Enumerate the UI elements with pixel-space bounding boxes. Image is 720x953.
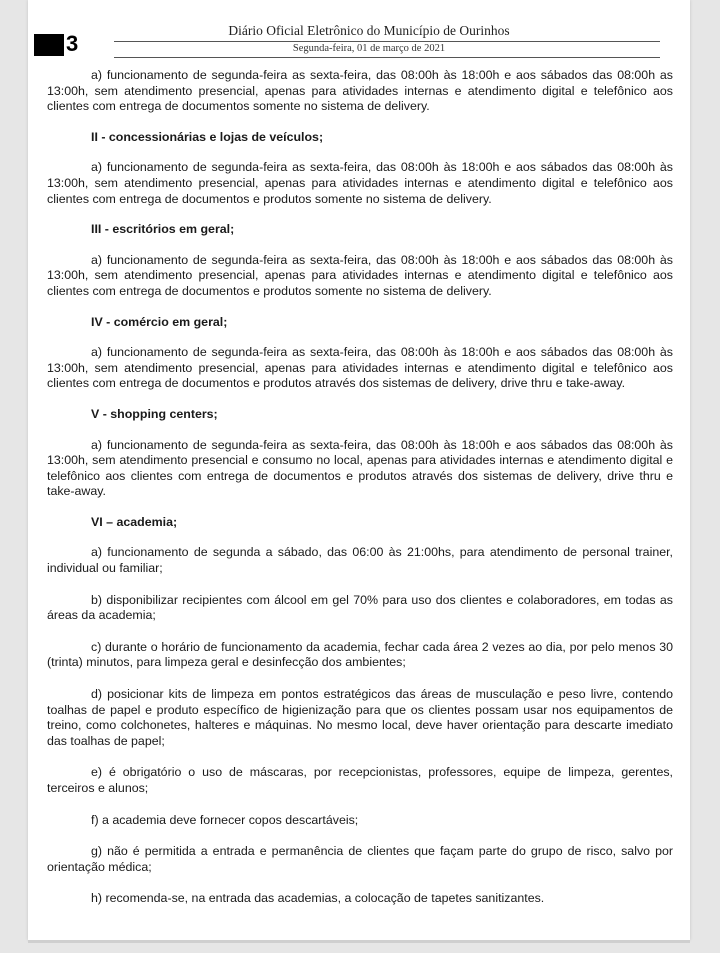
academy-item-b: b) disponibilizar recipientes com álcool em gel 70% para uso dos clientes e colaboradores, em todas as áreas da academia; (47, 592, 673, 623)
document-body (47, 68, 673, 907)
header-rule-top (114, 41, 660, 42)
academy-item-e: e) é obrigatório o uso de máscaras, por recepcionistas, professores, equipe de limpeza, gerentes, terceiros e alunos; (47, 765, 673, 795)
academy-item-f: f) a academia deve fornecer copos descartáveis; (91, 812, 359, 827)
gazette-title: Diário Oficial Eletrônico do Município de Ourinhos (228, 23, 510, 38)
section-heading: III - escritórios em geral; (91, 222, 235, 237)
paragraph-item-a: a) funcionamento de segunda-feira as sexta-feira, das 08:00h às 18:00h e aos sábados das 08:00h às 13:00h, sem atendimento presencial, apenas para atividades internas e atendimento digital e telefônico aos clientes com entrega de documentos e produtos somente no sistema de delivery. (47, 160, 673, 206)
section-heading: VI – academia; (91, 514, 178, 529)
paragraph-item-a: a) funcionamento de segunda-feira as sexta-feira, das 08:00h às 18:00h e aos sábados das 08:00h às 13:00h, sem atendimento presencial, apenas para atividades internas e atendimento digital e telefônico aos clientes com entrega de documentos e produtos através dos sistemas de delivery, drive thru e take-away. (47, 345, 673, 391)
paragraph-item-a: a) funcionamento de segunda-feira as sexta-feira, das 08:00h às 18:00h e aos sábados das 08:00h as 13:00h, sem atendimento presencial, apenas para atividades internas e atendimento digital e telefônico aos clientes com entrega de documentos somente no sistema de delivery. (47, 68, 673, 114)
academy-item-a: a) funcionamento de segunda a sábado, das 06:00 às 21:00hs, para atendimento de personal trainer, individual ou familiar; (47, 545, 673, 576)
academy-item-d: d) posicionar kits de limpeza em pontos estratégicos das áreas de musculação e peso livre, contendo toalhas de papel e produto específico de higienização para que os clientes possam usar nos equipamentos de treino, como colchonetes, halteres e máquinas. No mesmo local, deve haver orientação para descarte imediato das toalhas de papel; (47, 687, 673, 748)
page-number: 3 (66, 31, 79, 56)
academy-item-g: g) não é permitida a entrada e permanência de clientes que façam parte do grupo de risco, salvo por orientação médica; (47, 844, 673, 874)
page-edge (28, 940, 690, 943)
section-heading: V - shopping centers; (91, 406, 218, 421)
academy-item-h: h) recomenda-se, na entrada das academias, a colocação de tapetes sanitizantes. (91, 891, 545, 906)
section-heading: II - concessionárias e lojas de veículos; (91, 129, 324, 144)
section-heading: IV - comércio em geral; (91, 314, 228, 329)
academy-item-c: c) durante o horário de funcionamento da academia, fechar cada área 2 vezes ao dia, por pelo menos 30 (trinta) minutos, para limpeza geral e desinfecção dos ambientes; (47, 639, 673, 670)
header-rule-bottom (114, 57, 660, 58)
document-page (28, 0, 690, 940)
gazette-date: Segunda-feira, 01 de março de 2021 (292, 43, 446, 54)
paragraph-item-a: a) funcionamento de segunda-feira as sexta-feira, das 08:00h às 18:00h e aos sábados das 08:00h às 13:00h, sem atendimento presencial e consumo no local, apenas para atividades internas e atendimento digital e telefônico aos clientes com entrega de documentos e produtos através dos sistemas de delivery, drive thru e take-away. (47, 437, 673, 499)
paragraph-item-a: a) funcionamento de segunda-feira as sexta-feira, das 08:00h às 18:00h e aos sábados das 08:00h às 13:00h, sem atendimento presencial, apenas para atividades internas e atendimento digital e telefônico aos clientes com entrega de documentos e produtos somente no sistema de delivery. (47, 252, 673, 298)
